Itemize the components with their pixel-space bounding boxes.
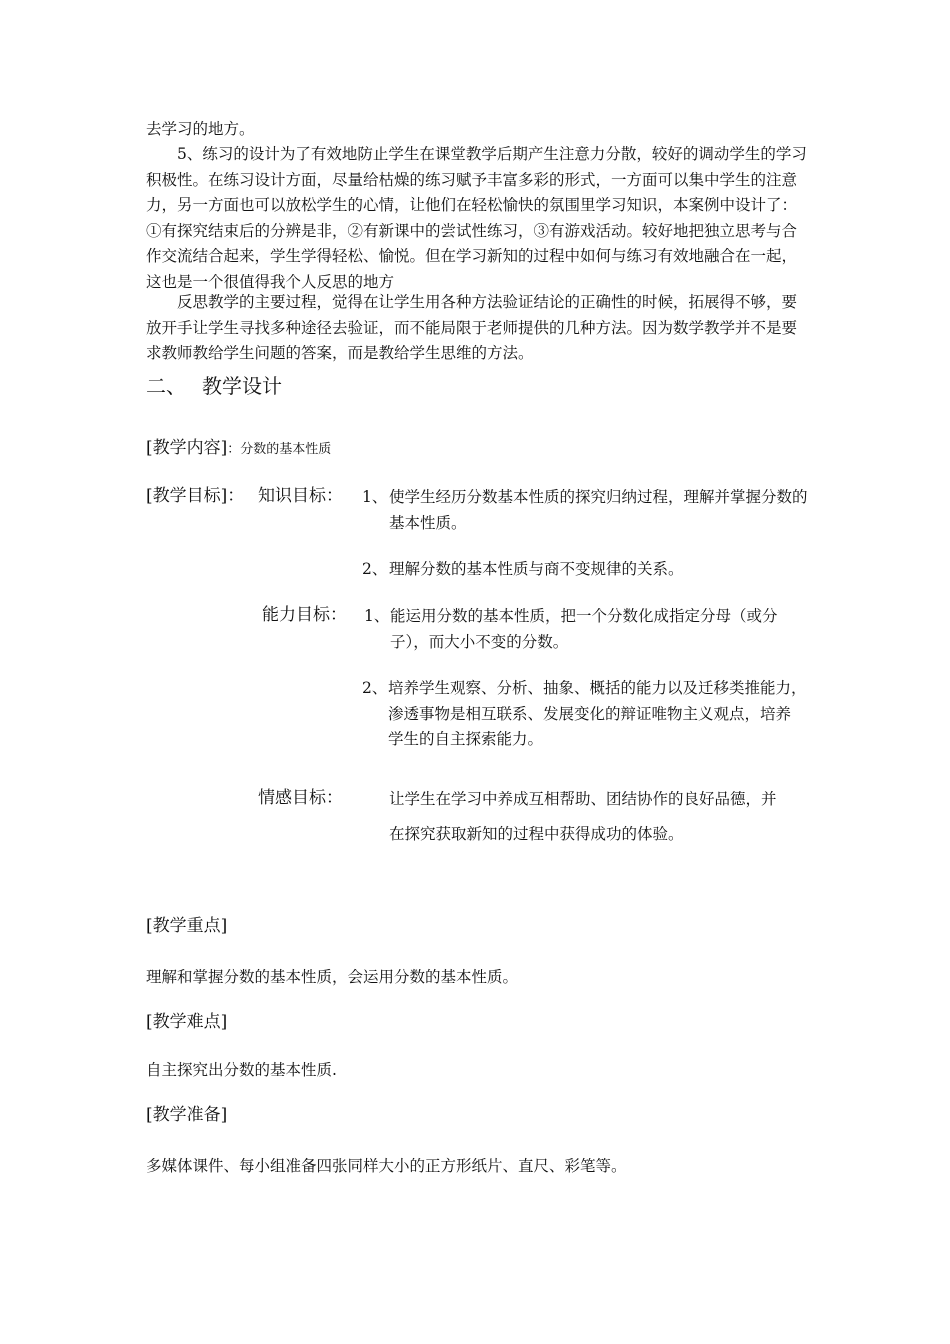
emotion-goal-label: 情感目标：: [258, 788, 343, 808]
teaching-goals-label: [教学目标]：: [146, 486, 245, 506]
teaching-content-separator: ：: [227, 442, 241, 457]
item-number: 2、: [362, 679, 388, 697]
teaching-content-label: [教学内容]: [146, 438, 228, 458]
difficulties-text: 自主探究出分数的基本性质.: [146, 1061, 337, 1079]
item-text: 理解分数的基本性质与商不变规律的关系。: [389, 560, 684, 578]
reflection-closing-line: 去学习的地方。: [146, 120, 255, 138]
difficulties-label: [教学难点]: [146, 1012, 228, 1032]
reflection-summary-paragraph: 反思教学的主要过程，觉得在让学生用各种方法验证结论的正确性的时候，拓展得不够，要放开手让学生寻找多种途径去验证，而不能局限于老师提供的几种方法。因为数学教学并不是要求教师教给学生问题的答案，而是教给学生思维的方法。: [146, 293, 798, 362]
reflection-paragraph-5: 5、练习的设计为了有效地防止学生在课堂教学后期产生注意力分散，较好的调动学生的学习积极性。在练习设计方面，尽量给枯燥的练习赋予丰富多彩的形式，一方面可以集中学生的注意力，另一方面也可以放松学生的心情，让他们在轻松愉快的氛围里学习知识，本案例中设计了：①有探究结束后的分辨是非，②有新课中的尝试性练习，③有游戏活动。较好地把独立思考与合作交流结合起来，学生学得轻松、愉悦。但在学习新知的过程中如何与练习有效地融合在一起，这也是一个很值得我个人反思的地方: [146, 145, 807, 291]
preparation-text: 多媒体课件、每小组准备四张同样大小的正方形纸片、直尺、彩笔等。: [146, 1157, 627, 1175]
teaching-content-row: [146, 436, 331, 462]
ability-goal-item-1: [364, 604, 808, 655]
knowledge-goal-label: 知识目标：: [258, 486, 343, 506]
knowledge-goal-item-2: [362, 557, 808, 583]
knowledge-goal-item-1: [362, 485, 808, 536]
key-points-text: 理解和掌握分数的基本性质，会运用分数的基本性质。: [146, 968, 519, 986]
preparation-label: [教学准备]: [146, 1105, 228, 1125]
emotion-goal-line-2: 在探究获取新知的过程中获得成功的体验。: [389, 825, 684, 843]
teaching-content-value: 分数的基本性质: [240, 442, 332, 457]
item-text: 能运用分数的基本性质，把一个分数化成指定分母（或分子），而大小不变的分数。: [390, 607, 778, 651]
emotion-goal-line-1: 让学生在学习中养成互相帮助、团结协作的良好品德，并: [389, 790, 777, 808]
item-number: 2、: [362, 560, 388, 578]
section-title: 教学设计: [202, 374, 282, 398]
item-number: 1、: [362, 488, 388, 506]
ability-goal-label: 能力目标：: [262, 605, 347, 625]
item-number: 1、: [364, 607, 390, 625]
section-heading: [146, 372, 282, 400]
key-points-label: [教学重点]: [146, 916, 228, 936]
section-number: 二、: [146, 374, 186, 398]
item-text: 使学生经历分数基本性质的探究归纳过程，理解并掌握分数的基本性质。: [389, 488, 808, 532]
ability-goal-item-2: [362, 676, 808, 753]
item-text: 培养学生观察、分析、抽象、概括的能力以及迁移类推能力，渗透事物是相互联系、发展变化的辩证唯物主义观点，培养 学生的自主探索能力。: [388, 679, 807, 748]
